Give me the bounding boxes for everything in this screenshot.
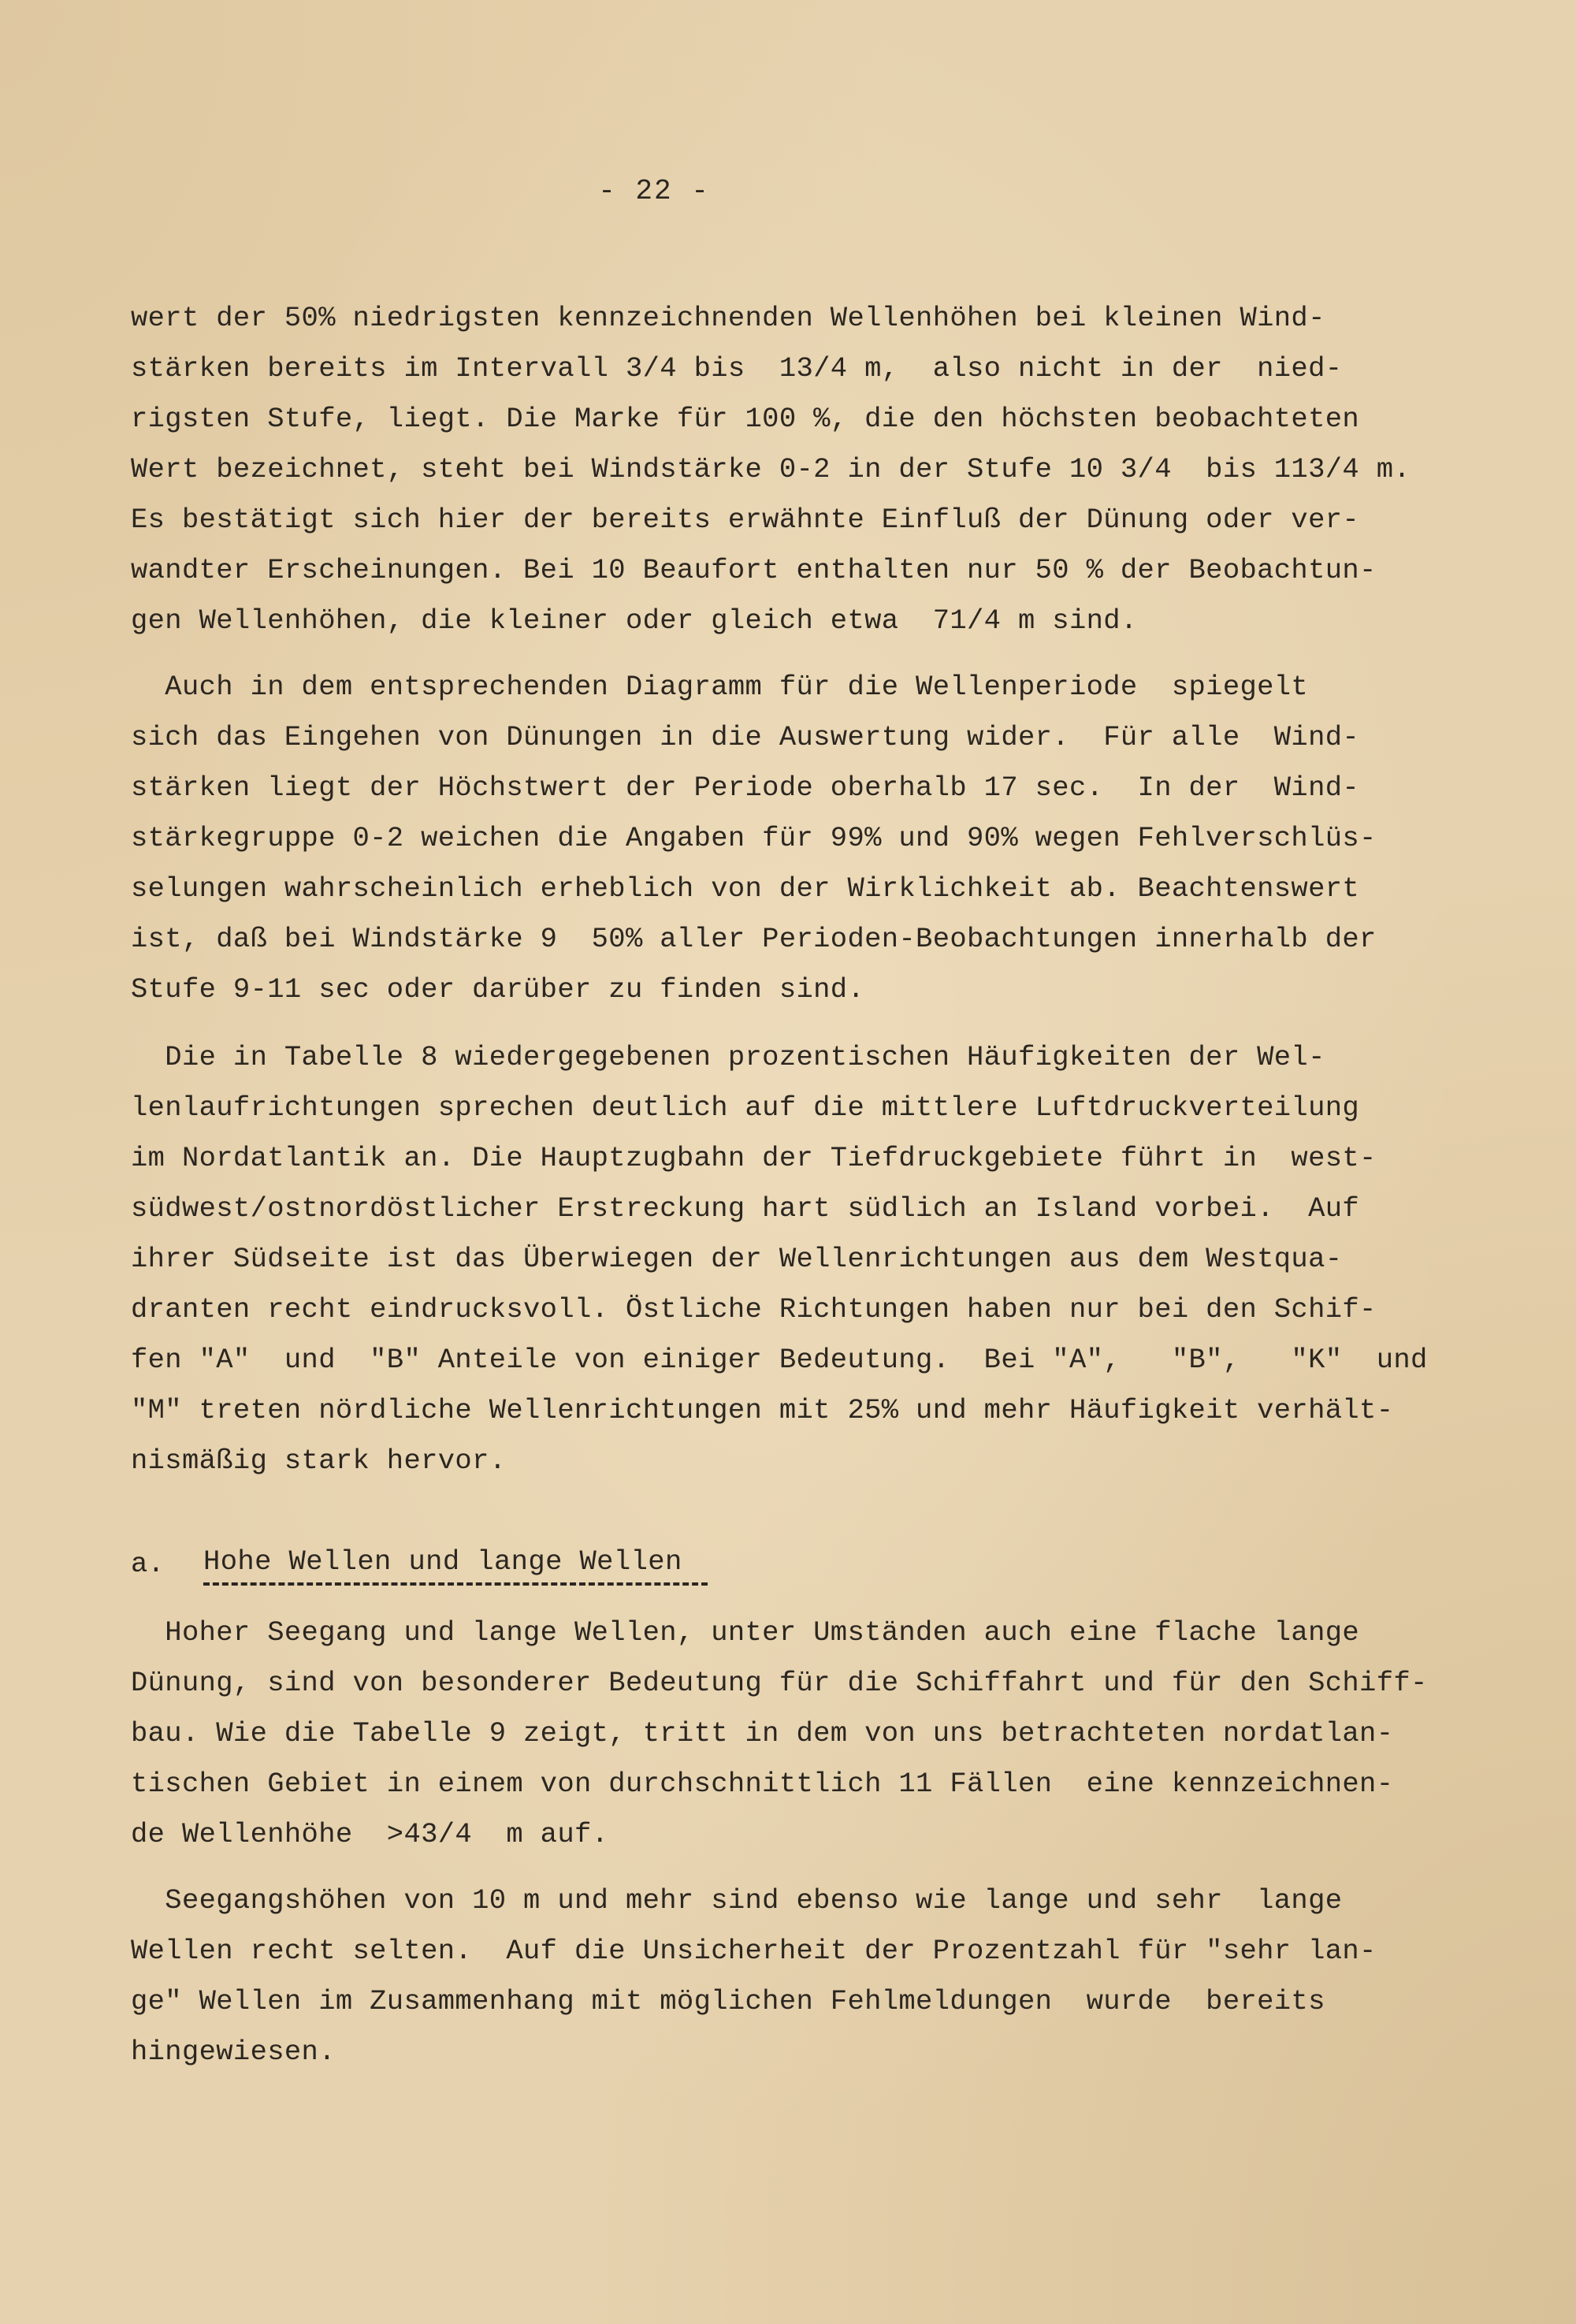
text-line: ist, daß bei Windstärke 9 50% aller Perioden-Beobachtungen innerhalb der [131, 923, 1377, 955]
text-line: Dünung, sind von besonderer Bedeutung für die Schiffahrt und für den Schiff- [131, 1667, 1428, 1699]
text-line: Stufe 9-11 sec oder darüber zu finden sind. [131, 973, 865, 1006]
text-line: stärkegruppe 0-2 weichen die Angaben für 99% und 90% wegen Fehlverschlüs- [131, 822, 1377, 854]
heading-underline [203, 1582, 708, 1586]
text-line: ge" Wellen im Zusammenhang mit möglichen Fehlmeldungen wurde bereits [131, 1985, 1325, 2017]
text-line: dranten recht eindrucksvoll. Östliche Richtungen haben nur bei den Schif- [131, 1293, 1377, 1326]
text-line: rigsten Stufe, liegt. Die Marke für 100 %, die den höchsten beobachteten [131, 403, 1360, 435]
text-line: "M" treten nördliche Wellenrichtungen mit 25% und mehr Häufigkeit verhält- [131, 1394, 1394, 1426]
text-line: wert der 50% niedrigsten kennzeichnenden Wellenhöhen bei kleinen Wind- [131, 302, 1325, 334]
section-marker: a. [131, 1548, 165, 1580]
text-line: wandter Erscheinungen. Bei 10 Beaufort enthalten nur 50 % der Beobachtun- [131, 554, 1377, 586]
text-line: stärken liegt der Höchstwert der Periode oberhalb 17 sec. In der Wind- [131, 772, 1360, 804]
text-line: selungen wahrscheinlich erheblich von der Wirklichkeit ab. Beachtenswert [131, 872, 1360, 905]
text-line: stärken bereits im Intervall 3/4 bis 13/4 m, also nicht in der nied- [131, 352, 1343, 385]
text-line: fen "A" und "B" Anteile von einiger Bedeutung. Bei "A", "B", "K" und [131, 1344, 1428, 1376]
section-heading: Hohe Wellen und lange Wellen [203, 1545, 682, 1578]
text-line: Hoher Seegang und lange Wellen, unter Umständen auch eine flache lange [131, 1616, 1360, 1649]
text-line: Wert bezeichnet, steht bei Windstärke 0-2 in der Stufe 10 3/4 bis 113/4 m. [131, 453, 1411, 485]
text-line: bau. Wie die Tabelle 9 zeigt, tritt in dem von uns betrachteten nordatlan- [131, 1717, 1394, 1750]
text-line: südwest/ostnordöstlicher Erstreckung hart südlich an Island vorbei. Auf [131, 1192, 1360, 1225]
text-line: im Nordatlantik an. Die Hauptzugbahn der Tiefdruckgebiete führt in west- [131, 1142, 1377, 1174]
text-line: Es bestätigt sich hier der bereits erwähnte Einfluß der Dünung oder ver- [131, 504, 1360, 536]
text-line: sich das Eingehen von Dünungen in die Auswertung wider. Für alle Wind- [131, 721, 1360, 753]
text-line: Wellen recht selten. Auf die Unsicherheit der Prozentzahl für "sehr lan- [131, 1935, 1377, 1967]
text-line: tischen Gebiet in einem von durchschnittlich 11 Fällen eine kennzeichnen- [131, 1768, 1394, 1800]
text-line: Auch in dem entsprechenden Diagramm für die Wellenperiode spiegelt [131, 671, 1309, 703]
text-line: de Wellenhöhe >43/4 m auf. [131, 1818, 609, 1850]
page-number: - 22 - [598, 175, 710, 207]
text-line: gen Wellenhöhen, die kleiner oder gleich etwa 71/4 m sind. [131, 604, 1138, 637]
text-line: Die in Tabelle 8 wiedergegebenen prozentischen Häufigkeiten der Wel- [131, 1041, 1325, 1073]
text-line: nismäßig stark hervor. [131, 1445, 507, 1477]
text-line: lenlaufrichtungen sprechen deutlich auf die mittlere Luftdruckverteilung [131, 1091, 1360, 1124]
text-line: Seegangshöhen von 10 m und mehr sind ebenso wie lange und sehr lange [131, 1884, 1343, 1917]
text-line: hingewiesen. [131, 2036, 336, 2068]
text-line: ihrer Südseite ist das Überwiegen der Wellenrichtungen aus dem Westqua- [131, 1243, 1343, 1275]
